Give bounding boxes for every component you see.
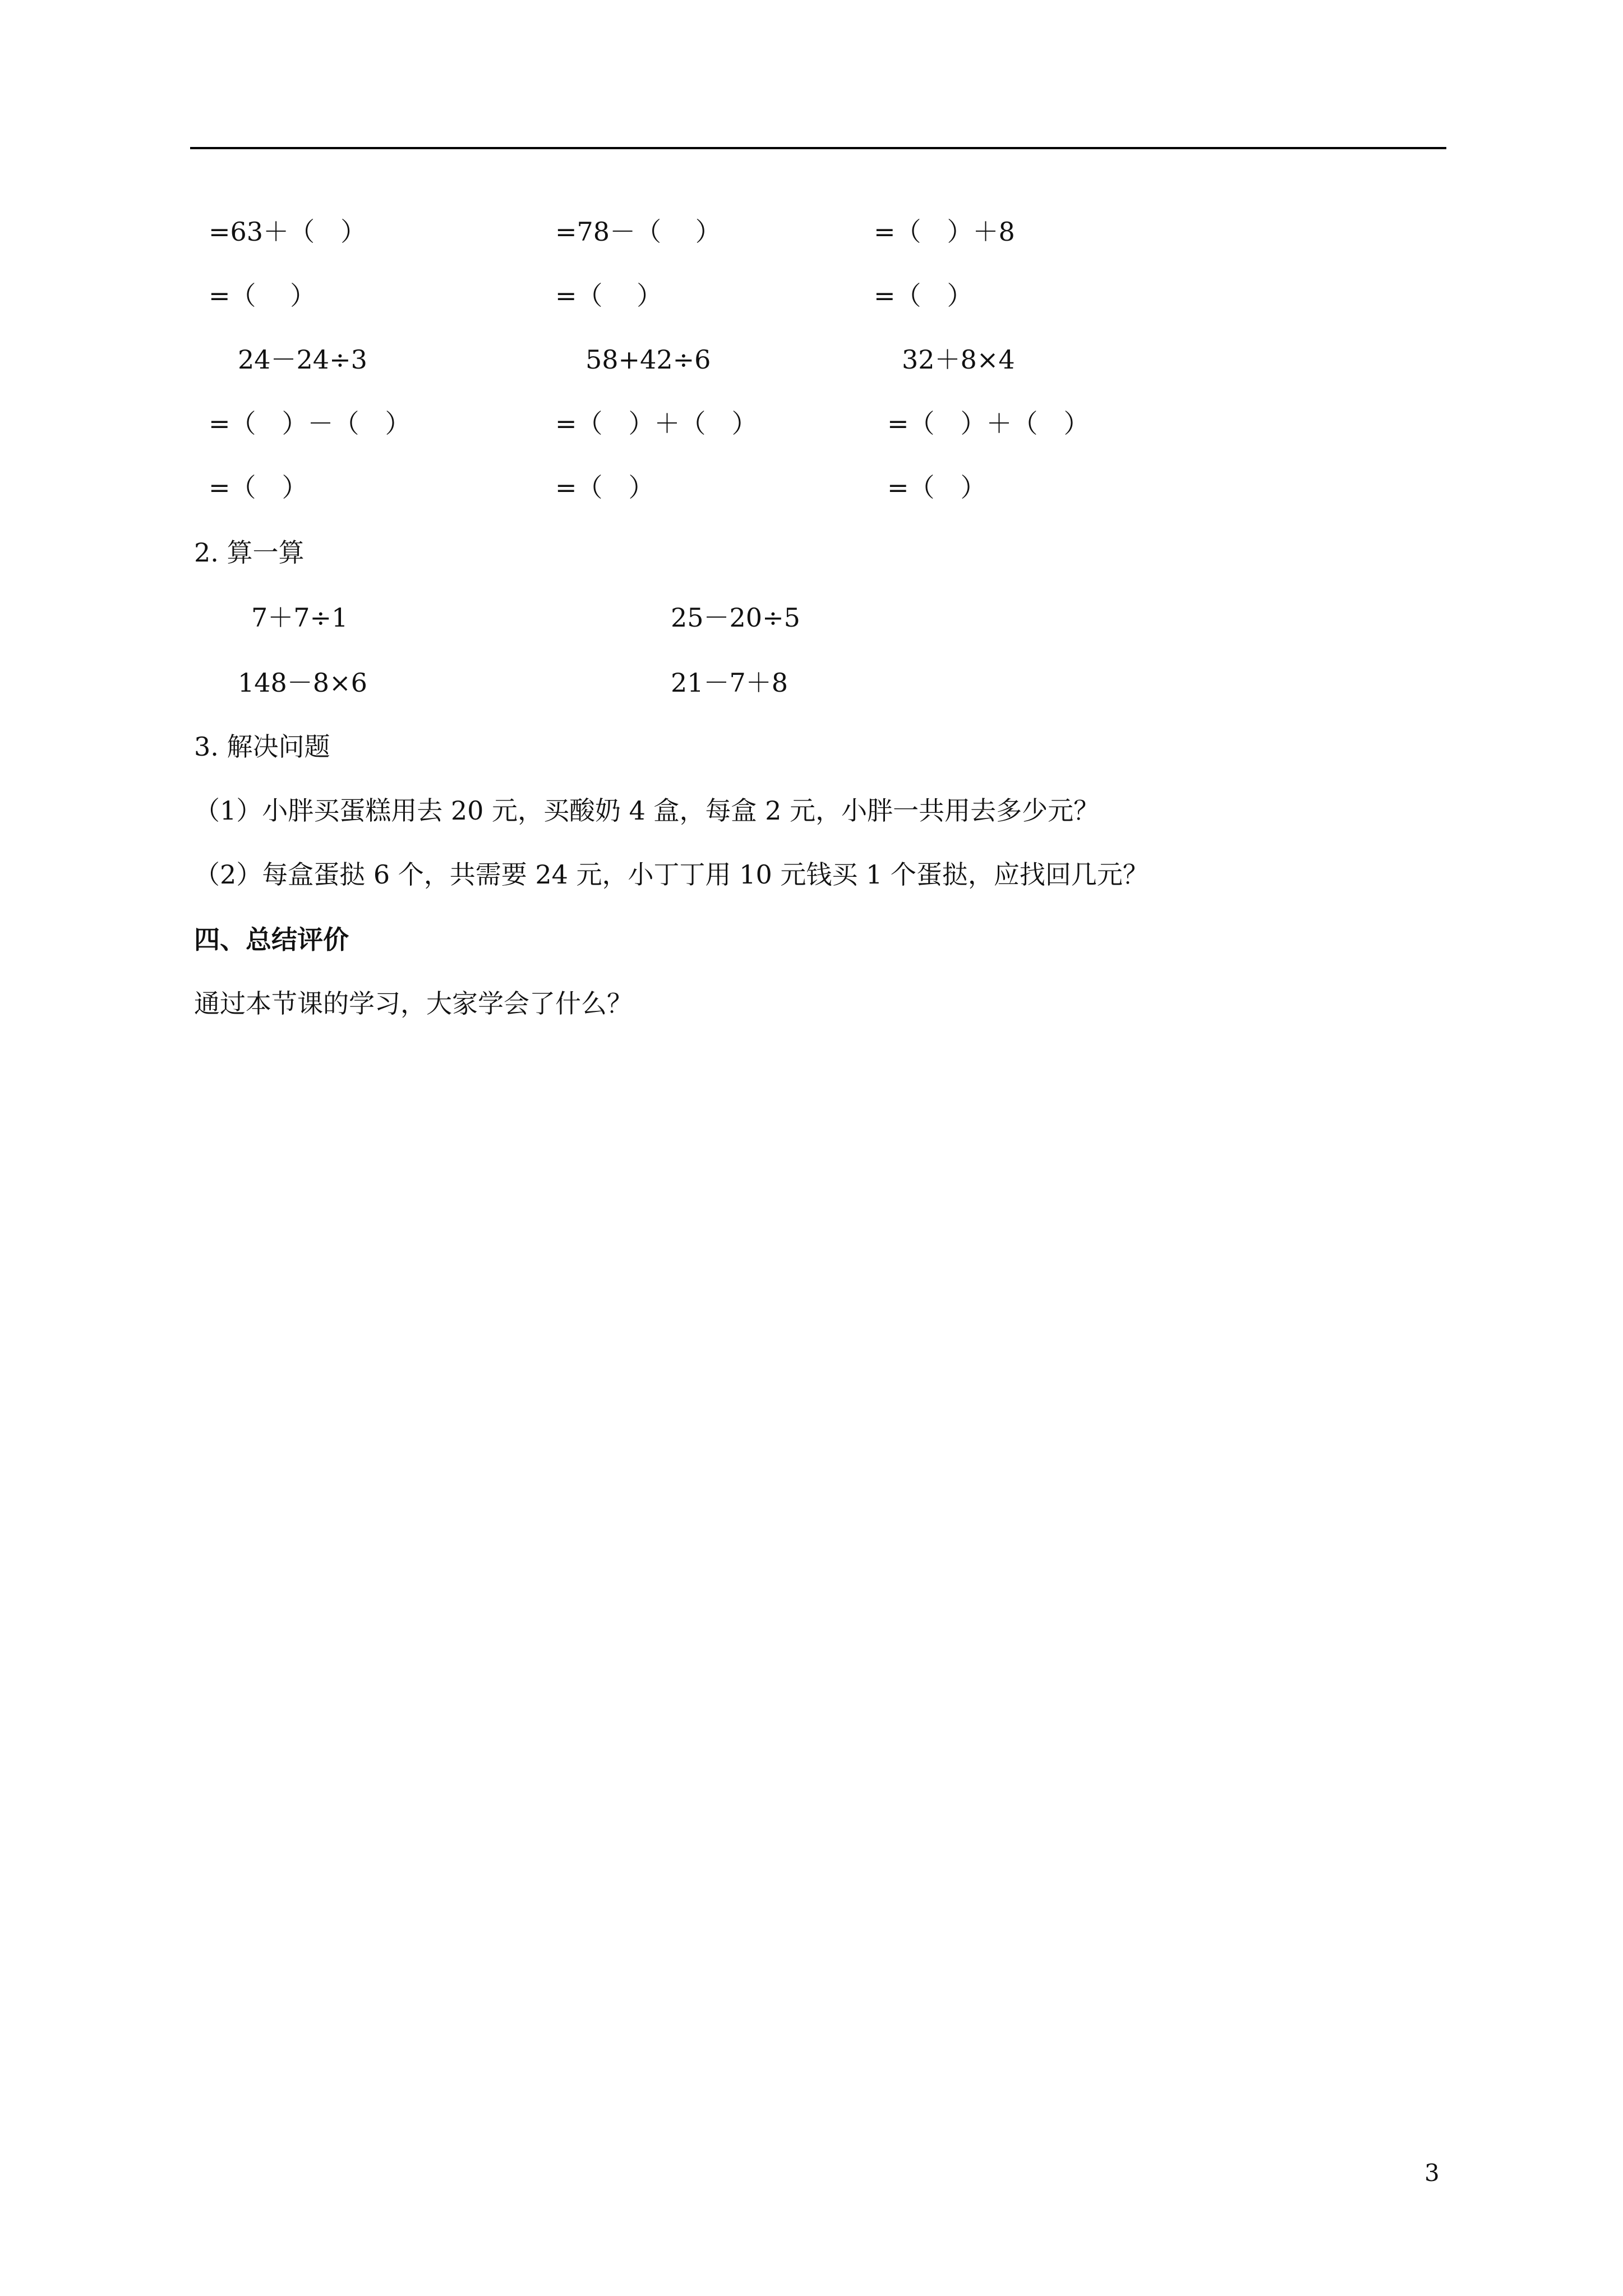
ex1-row4-col1: =（ ）－（ ） [209, 408, 411, 439]
ex1-problem-2: 58+42÷6 [585, 344, 711, 375]
ex3-title: 3. 解决问题 [194, 731, 330, 762]
ex2-problem-2: 25－20÷5 [671, 602, 800, 633]
section-heading: 四、总结评价 [194, 924, 349, 955]
header-rule [190, 147, 1446, 149]
ex1-row4-col2: =（ ）＋（ ） [555, 408, 758, 439]
ex2-problem-3: 148－8×6 [238, 668, 367, 698]
ex2-problem-1: 7＋7÷1 [251, 602, 348, 633]
ex1-row1-col3: =（ ）＋8 [874, 217, 1015, 247]
ex1-row5-col3: =（ ） [887, 472, 986, 503]
section-body: 通过本节课的学习，大家学会了什么？ [194, 988, 633, 1019]
ex3-question-1: （1）小胖买蛋糕用去 20 元，买酸奶 4 盒，每盒 2 元，小胖一共用去多少元？ [194, 795, 1100, 826]
ex1-row2-col3: =（ ） [874, 280, 973, 311]
ex1-row4-col3: =（ ）＋（ ） [887, 408, 1090, 439]
ex1-row2-col2: =（ ） [555, 280, 663, 311]
page-number: 3 [1424, 2159, 1440, 2187]
ex1-problem-3: 32＋8×4 [902, 344, 1015, 375]
ex2-title: 2. 算一算 [194, 537, 305, 568]
ex3-question-2: （2）每盒蛋挞 6 个，共需要 24 元，小丁丁用 10 元钱买 1 个蛋挞，应找回几元？ [194, 859, 1149, 890]
ex1-row2-col1: =（ ） [209, 280, 316, 311]
ex1-row1-col1: =63＋（ ） [209, 217, 367, 247]
ex1-row5-col2: =（ ） [555, 472, 654, 503]
ex1-row5-col1: =（ ） [209, 472, 308, 503]
ex1-row1-col2: =78－（ ） [555, 217, 721, 247]
ex2-problem-4: 21－7＋8 [671, 668, 789, 698]
ex1-problem-1: 24－24÷3 [238, 344, 367, 375]
